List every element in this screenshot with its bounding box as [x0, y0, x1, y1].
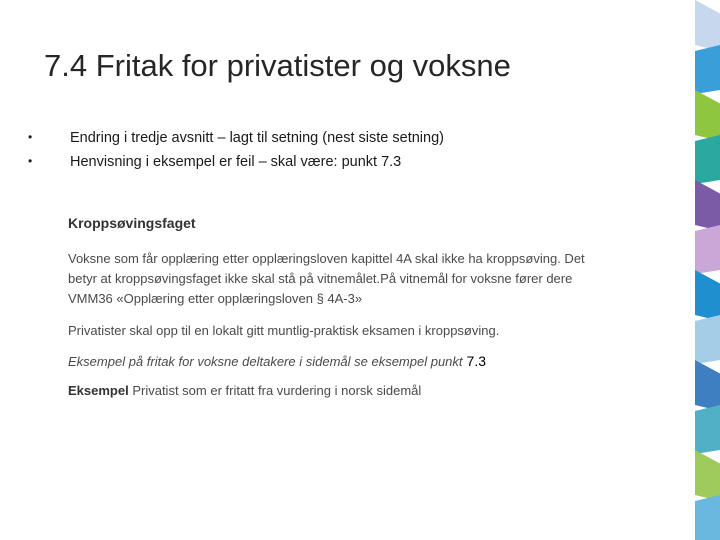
decorative-facet: [695, 225, 720, 274]
example-label: Eksempel: [68, 383, 129, 398]
decorative-facet: [695, 450, 720, 501]
example-text: Privatist som er fritatt fra vurdering i norsk sidemål: [132, 383, 422, 398]
excerpt-paragraph: [68, 249, 638, 309]
excerpt-line: Voksne som får opplæring etter opplæringsloven kapittel 4A skal ikke ha kroppsøving. Det: [68, 251, 585, 266]
excerpt-line: Privatister skal opp til en lokalt gitt muntlig-praktisk eksamen i kroppsøving.: [68, 323, 500, 338]
decorative-facet: [695, 270, 720, 321]
excerpt-line: VMM36 «Opplæring etter opplæringsloven § 4A-3»: [68, 291, 363, 306]
bullet-text: Endring i tredje avsnitt – lagt til setning (nest siste setning): [70, 130, 444, 146]
excerpt-heading: Kroppsøvingsfaget: [68, 215, 196, 231]
decorative-stripe: [695, 0, 720, 540]
decorative-facet: [695, 360, 720, 411]
decorative-facet: [695, 405, 720, 454]
decorative-facet: [695, 0, 720, 51]
bullet-text: Henvisning i eksempel er feil – skal være: punkt 7.3: [70, 154, 402, 170]
excerpt-line: betyr at kroppsøvingsfaget ikke skal stå på vitnemålet.På vitnemål for voksne fører dere: [68, 271, 573, 286]
corrected-reference: 7.3: [466, 353, 486, 369]
example-line: [68, 383, 638, 398]
example-reference: [68, 353, 638, 369]
decorative-facet: [695, 135, 720, 184]
decorative-facet: [695, 90, 720, 141]
document-excerpt: [68, 215, 638, 398]
decorative-facet: [695, 180, 720, 231]
decorative-facet: [695, 315, 720, 364]
bullet-dot: •: [28, 154, 33, 168]
decorative-facet: [695, 495, 720, 540]
decorative-facet: [695, 45, 720, 94]
example-reference-text: Eksempel på fritak for voksne deltakere i sidemål se eksempel punkt: [68, 354, 463, 369]
slide-title: 7.4 Fritak for privatister og voksne: [44, 48, 511, 83]
bullet-dot: •: [28, 130, 33, 144]
excerpt-paragraph: [68, 321, 638, 341]
